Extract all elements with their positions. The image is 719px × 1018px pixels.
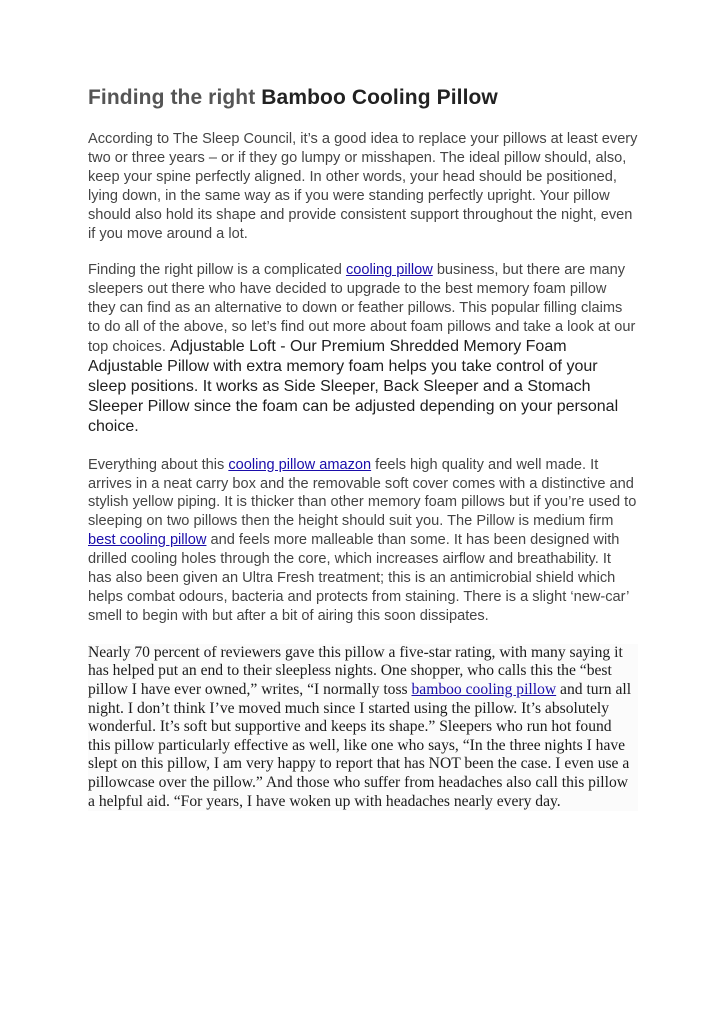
document-page [88,86,638,811]
para3-text-before-link1: Everything about this [88,456,229,473]
cooling-pillow-link[interactable]: cooling pillow [345,262,433,279]
para4-text-after-link: and turn all night. I don’t think I’ve moved much since I started using the pillow. It’s absolutely wonderful. It’s soft but supportive and keeps its shape.” Sleepers who run hot found this pillow particularly effective as well, like one who says, “In the three nights I have slept on this pillow, I am very happy to report that has NOT been the case. I even use a pillowcase over the pillow.” And those who suffer from headaches also call this pillow a helpful aid. “For years, I have woken up with headaches nearly every day. [88,680,632,810]
para2-text-after-link: business, but there are many sleepers out there who have decided to upgrade to the best memory foam pillow they can find as an alternative to down or feather pillows. This popular filling claims to do all of the above, so let’s find out more about foam pillows and take a look at our top choices. [88,262,636,356]
para3-text-after-link2: and feels more malleable than some. It has been designed with drilled cooling holes through the core, which increases airflow and breathability. It has also been given an Ultra Fresh treatment; this is an antimicrobial shield which helps combat odours, bacteria and protects from staining. There is a slight ‘new-car’ smell to begin with but after a bit of airing this soon dissipates. [88,532,629,624]
page-title [88,86,638,110]
adjustable-loft-text: Adjustable Loft - Our Premium Shredded Memory Foam Adjustable Pillow with extra memory foam helps you take control of your sleep positions. It works as Side Sleeper, Back Sleeper and a Stomach Sleeper Pillow since the foam can be adjusted depending on your personal choice. [88,338,619,435]
paragraph-reviewers [88,644,638,811]
paragraph-sleep-council: According to The Sleep Council, it’s a good idea to replace your pillows at least every two or three years – or if they go lumpy or misshapen. The ideal pillow should, also, keep your spine perfectly aligned. In other words, your head should be positioned, lying down, in the same way as if you were standing perfectly upright. Your pillow should also hold its shape and provide consistent support throughout the night, even if you move around a lot. [88,131,638,242]
para4-text-before-link: Nearly 70 percent of reviewers gave this pillow a five-star rating, with many saying it has helped put an end to their sleepless nights. One shopper, who calls this the “best pillow I have ever owned,” writes, “I normally toss [88,643,623,698]
best-cooling-pillow-link[interactable]: best cooling pillow [88,532,207,549]
cooling-pillow-amazon-link[interactable]: cooling pillow amazon [228,456,372,473]
para2-text-before-link: Finding the right pillow is a complicated [88,262,346,279]
paragraph-everything-about [88,456,638,626]
para3-text-between-links: feels high quality and well made. It arrives in a neat carry box and the removable soft cover comes with a distinctive and stylish yellow piping. It is thicker than other memory foam pillows but if you’re used to sleeping on two pillows then the height should suit you. The Pillow is medium firm [88,456,637,530]
title-part2: Bamboo Cooling Pillow [261,86,498,109]
bamboo-cooling-pillow-link[interactable]: bamboo cooling pillow [411,680,557,698]
title-part1: Finding the right [88,86,262,109]
paragraph-finding-pillow [88,261,638,436]
